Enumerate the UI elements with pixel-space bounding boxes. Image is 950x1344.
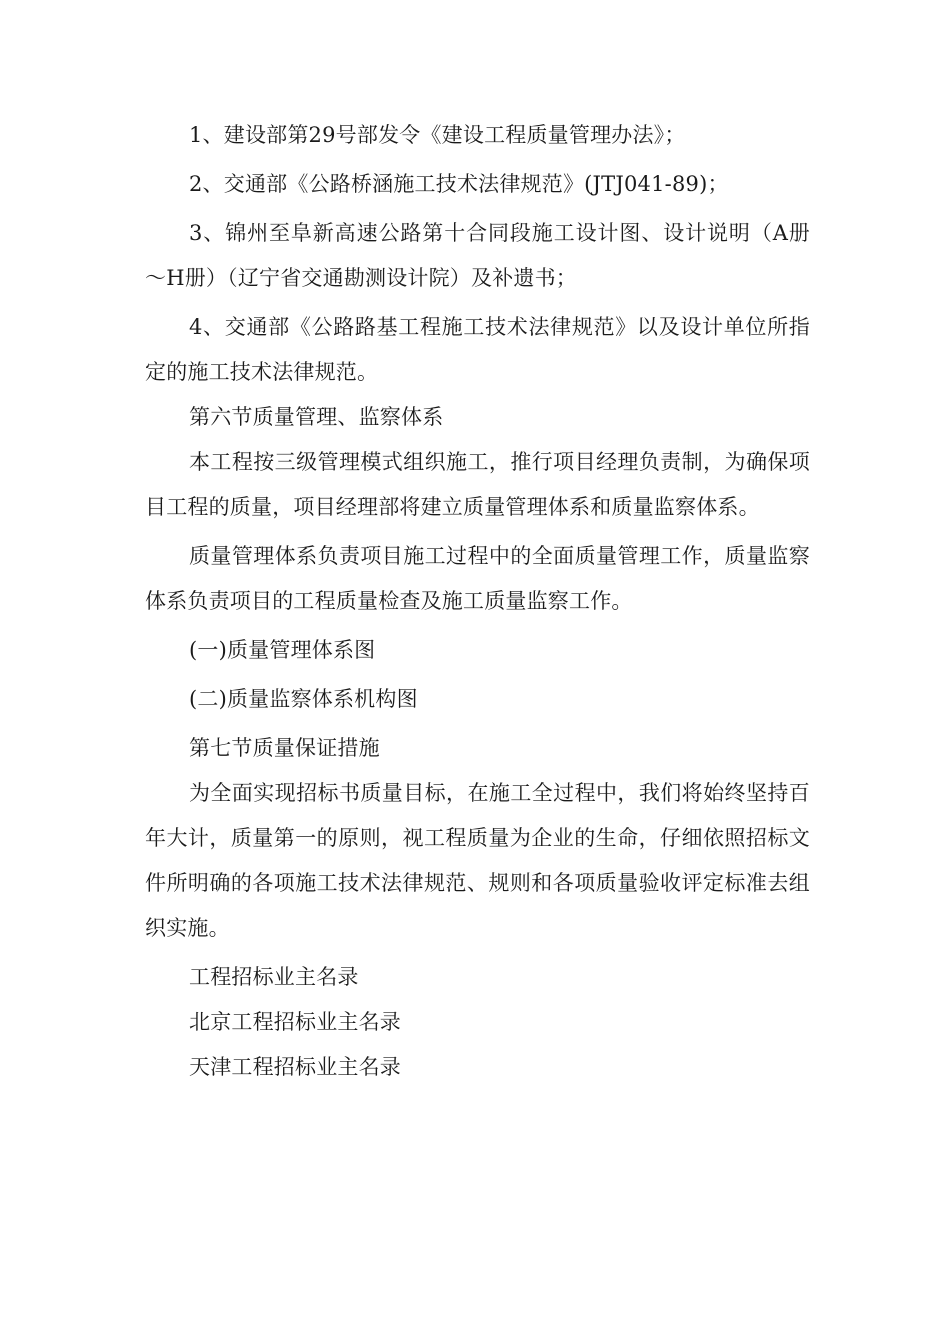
list-item-regulation-3: 3、锦州至阜新高速公路第十合同段施工设计图、设计说明（A册～H册）（辽宁省交通勘测设计院）及补遗书；: [145, 221, 810, 290]
list-item-regulation-2: 2、交通部《公路桥涵施工技术法律规范》(JTJ041-89)；: [189, 172, 729, 196]
directory-tianjin: 天津工程招标业主名录: [189, 1055, 401, 1079]
list-item-regulation-4: 4、交通部《公路路基工程施工技术法律规范》以及设计单位所指定的施工技术法律规范。: [145, 315, 810, 384]
section-heading-7: 第七节质量保证措施: [189, 736, 380, 760]
body-paragraph-quality-measures: 为全面实现招标书质量目标，在施工全过程中，我们将始终坚持百年大计，质量第一的原则，视工程质量为企业的生命，仔细依照招标文件所明确的各项施工技术法律规范、规则和各项质量验收评定标准去组织实施。: [145, 781, 810, 940]
section-heading-6: 第六节质量管理、监察体系: [189, 405, 444, 429]
body-paragraph-system-duties: 质量管理体系负责项目施工过程中的全面质量管理工作，质量监察体系负责项目的工程质量检查及施工质量监察工作。: [145, 544, 810, 613]
document-body: [145, 113, 810, 1090]
subheading-management-diagram: (一)质量管理体系图: [189, 638, 376, 662]
list-item-regulation-1: 1、建设部第29号部发令《建设工程质量管理办法》；: [189, 123, 686, 147]
directory-title: 工程招标业主名录: [189, 965, 359, 989]
subheading-supervision-diagram: (二)质量监察体系机构图: [189, 687, 418, 711]
directory-beijing: 北京工程招标业主名录: [189, 1010, 401, 1034]
body-paragraph-management-mode: 本工程按三级管理模式组织施工，推行项目经理负责制，为确保项目工程的质量，项目经理部将建立质量管理体系和质量监察体系。: [145, 450, 810, 519]
